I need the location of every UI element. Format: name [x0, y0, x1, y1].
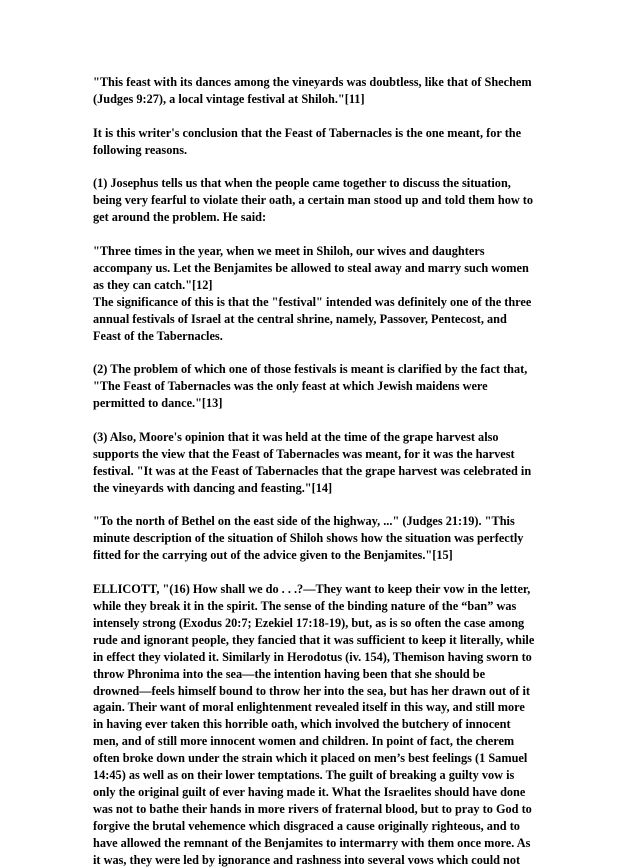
text-line: the vineyards with dancing and feasting."[14] — [93, 480, 333, 495]
text-line: have allowed the remnant of the Benjamites to intermarry with them once more. As — [93, 835, 531, 850]
paragraph-ellicott — [93, 581, 553, 868]
text-line: get around the problem. He said: — [93, 210, 267, 225]
text-line: was not to bathe their hands in more rivers of fraternal blood, but to pray to God to — [93, 801, 532, 816]
paragraph-shechem-quote — [93, 74, 553, 108]
text-line: supports the view that the Feast of Tabernacles was meant, for it was the harvest — [93, 446, 515, 461]
paragraph-point-three — [93, 429, 553, 497]
text-line: It is this writer's conclusion that the Feast of Tabernacles is the one meant, for the — [93, 125, 522, 140]
text-line: men, and of still more innocent women and children. In point of fact, the cherem — [93, 734, 515, 749]
text-line: often broke down under the strain which it placed on men’s best feelings (1 Samuel — [93, 751, 528, 766]
text-line: rude and ignorant people, they fancied that it was sufficient to keep it literally, while — [93, 632, 535, 647]
text-line: only the original guilt of ever having made it. What the Israelites should have done — [93, 784, 526, 799]
text-line: "This feast with its dances among the vineyards was doubtless, like that of Shechem — [93, 75, 532, 89]
text-line: as they can catch."[12] — [93, 277, 213, 292]
text-line: festival. "It was at the Feast of Tabernacles that the grape harvest was celebrated in — [93, 463, 532, 478]
text-line: forgive the brutal vehemence which disgraced a cause originally righteous, and to — [93, 818, 520, 833]
paragraph-point-two — [93, 361, 553, 412]
document-page — [93, 74, 553, 868]
text-line: in having ever taken this horrible oath, which involved the butchery of innocent — [93, 717, 511, 732]
paragraph-conclusion — [93, 125, 553, 159]
paragraph-significance — [93, 294, 553, 345]
text-line: minute description of the situation of Shiloh shows how the situation was perfectly — [93, 531, 524, 546]
paragraph-bethel — [93, 513, 553, 564]
text-line: following reasons. — [93, 142, 188, 157]
text-line: while they break it in the spirit. The sense of the binding nature of the “ban” was — [93, 598, 517, 613]
text-line: The significance of this is that the "festival" intended was definitely one of the three — [93, 294, 532, 309]
text-line: drowned—feels himself bound to throw her into the sea, but has her drawn out of it — [93, 683, 531, 698]
text-line: being very fearful to violate their oath, a certain man stood up and told them how to — [93, 193, 534, 208]
text-line: again. Their want of moral enlightenment revealed itself in this way, and still more — [93, 700, 525, 715]
text-line: fitted for the carrying out of the advice given to the Benjamites."[15] — [93, 548, 453, 563]
text-line: it was, they were led by ignorance and rashness into several vows which could not — [93, 852, 521, 867]
text-line: "Three times in the year, when we meet in Shiloh, our wives and daughters — [93, 244, 485, 259]
paragraph-josephus — [93, 175, 553, 226]
text-line: throw Phronima into the sea—the intention having been that she should be — [93, 666, 486, 681]
text-line: (1) Josephus tells us that when the people came together to discuss the situation, — [93, 176, 511, 191]
text-line: (3) Also, Moore's opinion that it was held at the time of the grape harvest also — [93, 429, 499, 444]
text-line: Feast of the Tabernacles. — [93, 328, 223, 343]
paragraph-three-times-quote — [93, 243, 553, 294]
text-line: (2) The problem of which one of those festivals is meant is clarified by the fact that, — [93, 362, 528, 377]
text-line: in effect they violated it. Similarly in Herodotus (iv. 154), Themison having sworn to — [93, 649, 532, 664]
text-line: (Judges 9:27), a local vintage festival at Shiloh."[11] — [93, 91, 365, 106]
text-line: "To the north of Bethel on the east side of the highway, ..." (Judges 21:19). "This — [93, 514, 515, 529]
text-line: ELLICOTT, "(16) How shall we do . . .?—They want to keep their vow in the letter, — [93, 582, 531, 597]
paragraph-gap — [93, 108, 553, 125]
text-line: accompany us. Let the Benjamites be allowed to steal away and marry such women — [93, 260, 529, 275]
text-line: intensely strong (Exodus 20:7; Ezekiel 17:18-19), but, as is so often the case among — [93, 615, 525, 630]
text-line: "The Feast of Tabernacles was the only feast at which Jewish maidens were — [93, 379, 488, 394]
text-line: 14:45) as well as on their lower temptations. The guilt of breaking a guilty vow is — [93, 768, 515, 783]
text-line: permitted to dance."[13] — [93, 396, 223, 411]
text-line: annual festivals of Israel at the central shrine, namely, Passover, Pentecost, and — [93, 311, 507, 326]
